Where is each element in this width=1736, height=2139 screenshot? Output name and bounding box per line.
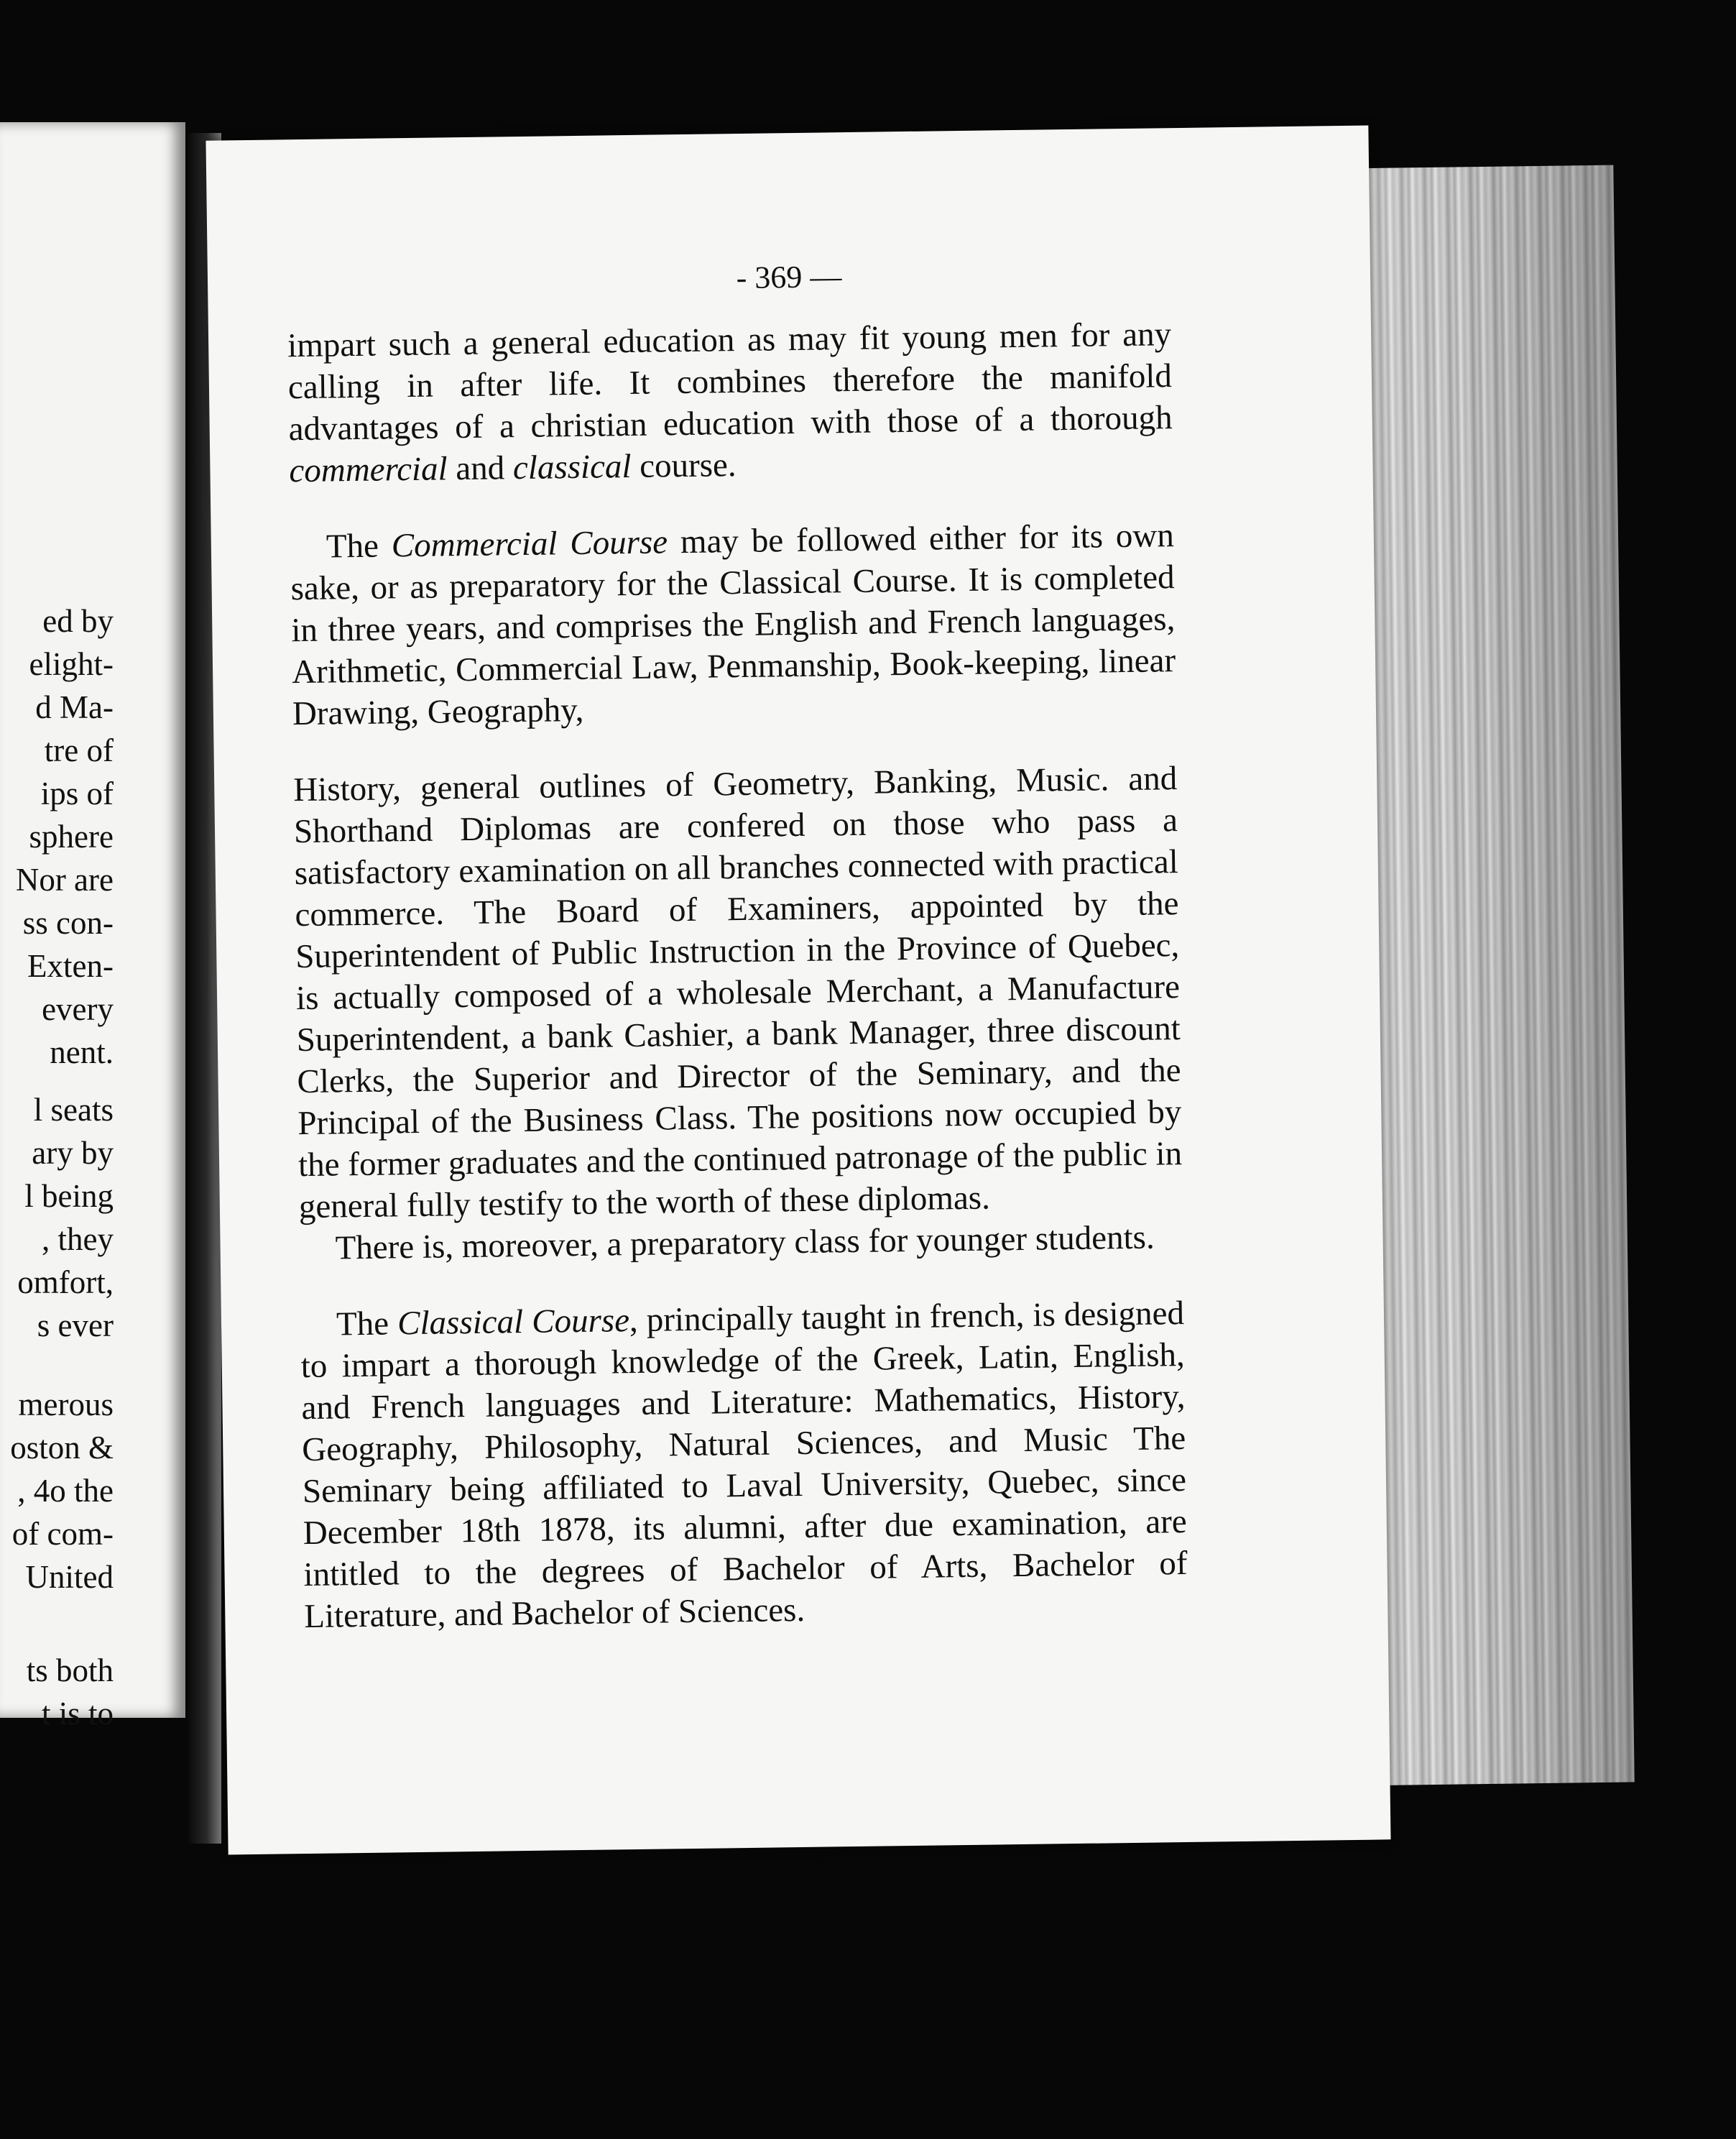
left-page-line: t is to	[41, 1696, 114, 1731]
paragraph-5	[300, 1292, 1188, 1637]
left-page-line: ips of	[40, 776, 114, 811]
page-number: - 369 —	[736, 259, 842, 296]
left-page-line: United	[25, 1559, 114, 1595]
paragraph-3: History, general outlines of Geometry, Banking, Music. and Shorthand Diplomas are confered on those who pass a satisfactory examination on all branches connected with practical commerce. The Board of Examiners, appointed by the Superintendent of Public Instruction in the Province of Quebec, is actually composed of a wholesale Merchant, a Manufacture Superintendent, a bank Cashier, a bank Manager, three discount Clerks, the Superior and Director of the Seminary, and the Principal of the Business Class. The positions now occupied by the former graduates and the continued patronage of the public in general fully testify to the worth of these diplomas.	[292, 760, 1183, 1226]
left-page-line: l being	[24, 1178, 114, 1214]
left-page-line: Exten-	[27, 948, 114, 984]
left-page-line: , they	[42, 1221, 114, 1257]
left-page-line: d Ma-	[35, 689, 114, 725]
body-text	[287, 313, 1188, 1637]
left-page-line: of com-	[11, 1516, 114, 1552]
left-page-line: sphere	[29, 819, 114, 855]
left-page	[0, 122, 185, 1731]
right-page	[206, 126, 1390, 1855]
emphasis-classical: classical	[512, 447, 632, 487]
left-page-line: merous	[18, 1386, 114, 1422]
paragraph-5-text: , principally taught in french, is designed to impart a thorough knowledge of the Greek, Latin, English, and French languages and Literature: Mathematics, History, Geography, Philosophy, Natural Sciences, and Music The Seminary being affiliated to Laval University, Quebec, since December 18th 1878, its alumni, after due examination, are intitled to the degrees of Bachelor of Arts, Bachelor of Literature, and Bachelor of Sciences.	[300, 1294, 1188, 1636]
left-page-line: ss con-	[22, 905, 114, 941]
left-page-line: elight-	[29, 646, 114, 682]
paragraph-1-and: and	[456, 449, 505, 488]
left-page-line: Nor are	[15, 862, 114, 898]
left-page-line: nent.	[50, 1034, 114, 1070]
paragraph-2-start: The	[326, 527, 379, 566]
emphasis-commercial: commercial	[289, 450, 448, 490]
left-page-line: l seats	[33, 1092, 114, 1128]
page-number-value: 369	[754, 259, 803, 295]
paragraph-1	[287, 313, 1173, 492]
left-page-line: ed by	[42, 603, 114, 639]
left-page-line: tre of	[44, 732, 114, 768]
paragraph-5-start: The	[336, 1305, 389, 1343]
left-page-line: ts both	[26, 1652, 114, 1688]
left-page-line: s ever	[37, 1307, 114, 1343]
paragraph-2	[290, 515, 1176, 735]
left-page-line: every	[42, 991, 114, 1027]
emphasis-classical-course: Classical Course	[397, 1302, 630, 1343]
left-page-line: , 4o the	[17, 1473, 114, 1509]
paragraph-2-text: may be followed either for its own sake, or as preparatory for the Classical Course. It is completed in three years, and comprises the English and French languages, Arithmetic, Commercial Law, Penmanship, Book-keeping, linear Drawing, Geography,	[290, 517, 1176, 733]
paragraph-1-text: impart such a general education as may fit young men for any calling in after life. It combines therefore the manifold advantages of a christian education with those of a thorough	[287, 316, 1173, 448]
emphasis-commercial-course: Commercial Course	[391, 523, 668, 565]
left-page-line: omfort,	[17, 1264, 114, 1300]
paragraph-4: There is, moreover, a preparatory class for younger students.	[335, 1218, 1155, 1267]
paragraph-1-end: course.	[639, 446, 737, 485]
left-page-line: oston &	[10, 1430, 114, 1466]
left-page-line: ary by	[32, 1135, 114, 1171]
